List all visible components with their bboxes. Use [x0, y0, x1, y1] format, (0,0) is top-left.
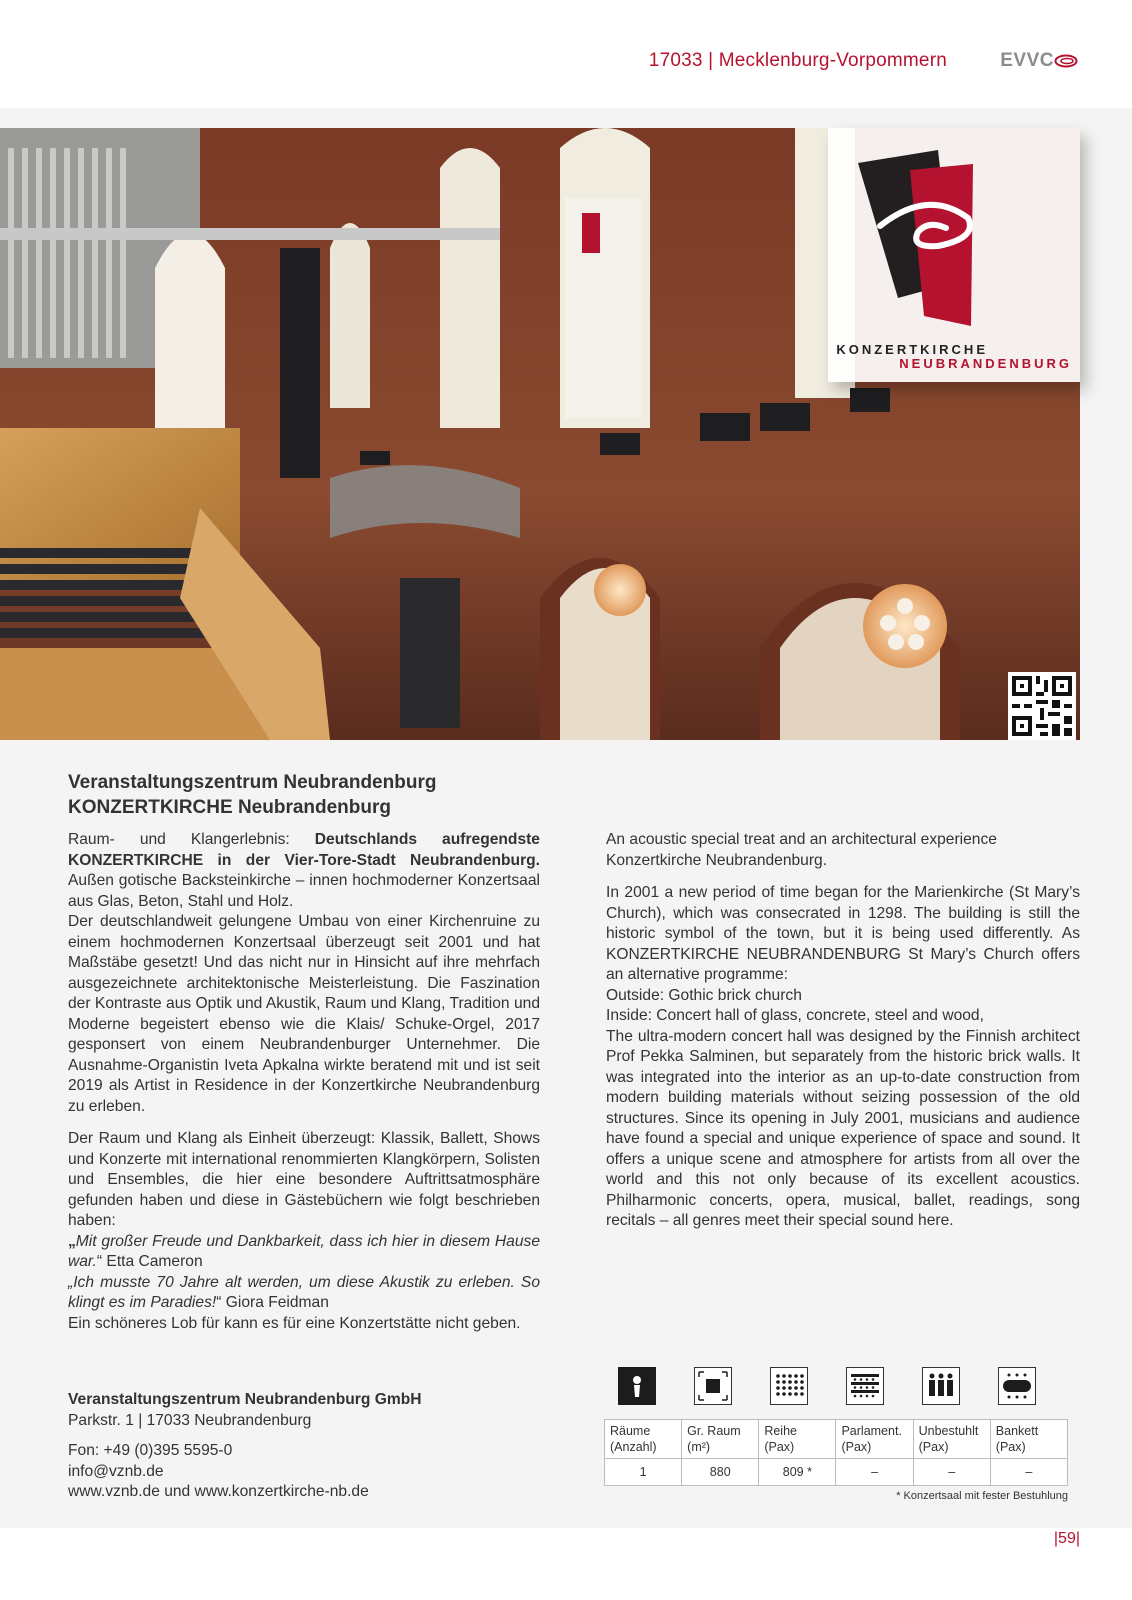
german-paragraph-1 — [68, 830, 540, 912]
page-header — [0, 0, 1132, 108]
evvc-swirl-icon — [1054, 54, 1078, 68]
english-paragraph-3: The ultra-modern concert hall was designed by the Finnish architect Prof Pekka Salminen, but separately from the historic brick walls. It was integrated into the interior as an up-to-date construction from modern building materials without seizing possession of the old structures. Since its opening in July 2001, musicians and audience have found a special and unique experience of space and sound. It offers a unique scene and atmosphere for artists from all over the world and this not only because of its excellent acoustics. Philharmonic concerts, opera, musical, ballet, readings, song recitals – all genres meet their special sound here. — [606, 1027, 1080, 1229]
value-parliament: – — [836, 1459, 913, 1486]
quote-2-text: „Ich musste 70 Jahre alt werden, um diese Akustik zu erleben. So klingt es im Paradies! — [68, 1273, 540, 1311]
german-text-column — [68, 830, 540, 1334]
capacity-table — [604, 1419, 1068, 1486]
english-paragraph-1: An acoustic special treat and an architectural experience Konzertkirche Neubrandenburg. — [606, 831, 997, 869]
logo-text-line2: NEUBRANDENBURG — [899, 356, 1072, 371]
header-rooms: Räume (Anzahl) — [605, 1420, 682, 1459]
title-line-1: Veranstaltungszentrum Neubrandenburg — [68, 772, 437, 793]
quote-2 — [68, 1273, 540, 1314]
qr-code-icon — [1008, 672, 1076, 740]
email-link[interactable]: info@vznb.de — [68, 1462, 164, 1480]
konzertkirche-logo-card — [828, 128, 1080, 382]
page-title — [68, 770, 548, 820]
english-text-column — [606, 830, 1080, 1232]
address: Parkstr. 1 | 17033 Neubrandenburg — [68, 1411, 312, 1429]
evvc-logo-text: EVVC — [1000, 50, 1054, 71]
quote-1-open: „ — [68, 1232, 76, 1250]
quote-1-text: Mit großer Freude und Dankbarkeit, dass ich hier in diesem Hause war. — [68, 1232, 540, 1270]
area-icon — [694, 1367, 732, 1405]
header-rows: Reihe (Pax) — [759, 1420, 836, 1459]
capacity-values-row — [605, 1459, 1068, 1486]
capacity-icons — [604, 1367, 1068, 1407]
header-standing: Unbestuhlt (Pax) — [913, 1420, 990, 1459]
header-parliament: Parlament. (Pax) — [836, 1420, 913, 1459]
parliament-seating-icon — [846, 1367, 884, 1405]
german-paragraph-2: Der deutschlandweit gelungene Umbau von einer Kirchenruine zu einem hochmodernen Konzertsaal überzeugt seit 2001 und hat Maßstäbe gesetzt! Und das nicht nur in Hinsicht auf ihre mehrfach ausgezeichnete architektonische Meisterleistung. Die Faszination der Kontraste aus Optik und Akustik, Raum und Klang, Tradition und Moderne begeistert ebenso wie die Klais/ Schuke-Orgel, 2017 gesponsert von einem Neubrandenburger Unternehmer. Die Ausnahme-Organistin Iveta Apkalna wirkte beratend mit und ist seit 2019 als Artist in Residence in der Konzertkirche Neubrandenburg zu erleben. — [68, 913, 540, 1115]
banquet-icon — [998, 1367, 1036, 1405]
capacity-header-row — [605, 1420, 1068, 1459]
logo-text-line1: KONZERTKIRCHE — [836, 342, 988, 357]
rooms-icon — [618, 1367, 656, 1405]
capacity-footnote: * Konzertsaal mit fester Bestuhlung — [896, 1490, 1068, 1502]
outside-line: Outside: Gothic brick church — [606, 986, 802, 1004]
value-rooms: 1 — [605, 1459, 682, 1486]
phone: Fon: +49 (0)395 5595-0 — [68, 1442, 233, 1459]
header-area: Gr. Raum (m²) — [682, 1420, 759, 1459]
title-line-2: KONZERTKIRCHE Neubrandenburg — [68, 797, 391, 818]
web-links[interactable]: www.vznb.de und www.konzertkirche-nb.de — [68, 1483, 369, 1500]
quote-2-author: “ Giora Feidman — [216, 1294, 329, 1311]
closing-sentence: Ein schöneres Lob für kann es für eine Konzertstätte nicht geben. — [68, 1314, 521, 1332]
inside-line: Inside: Concert hall of glass, concrete, steel and wood, — [606, 1007, 984, 1024]
value-rows: 809 * — [759, 1459, 836, 1486]
value-area: 880 — [682, 1459, 759, 1486]
p1-rest: Außen gotische Backsteinkirche – innen hochmoderner Konzertsaal aus Glas, Beton, Stahl und Holz. — [68, 872, 540, 910]
p1-intro: Raum- und Klangerlebnis: — [68, 831, 315, 848]
region-label: 17033 | Mecklenburg-Vorpommern — [648, 50, 947, 71]
value-standing: – — [913, 1459, 990, 1486]
contact-block — [68, 1390, 422, 1503]
value-banquet: – — [990, 1459, 1067, 1486]
company-name: Veranstaltungszentrum Neubrandenburg GmbH — [68, 1391, 422, 1408]
p1-bold: Deutschlands aufregendste KONZERTKIRCHE in der Vier-Tore-Stadt Neubrandenburg. — [68, 831, 540, 869]
header-banquet: Bankett (Pax) — [990, 1420, 1067, 1459]
rows-seating-icon — [770, 1367, 808, 1405]
german-paragraph-3: Der Raum und Klang als Einheit überzeugt: Klassik, Ballett, Shows und Konzerte mit international renommierten Klangkörpern, Solisten und Ensembles, die hier eine besondere Auftrittsatmosphäre gefunden haben und diese in Gästebüchern wie folgt beschrieben haben: — [68, 1130, 540, 1229]
konzertkirche-logo-icon — [828, 128, 1080, 328]
quote-1 — [68, 1232, 540, 1273]
quote-1-author: “ Etta Cameron — [96, 1253, 203, 1270]
page-number: |59| — [1053, 1530, 1080, 1547]
standing-icon — [922, 1367, 960, 1405]
english-paragraph-2: In 2001 a new period of time began for the Marienkirche (St Mary’s Church), which was consecrated in 1298. The building is still the historic symbol of the town, but it is being used differently. As KONZERTKIRCHE NEUBRANDENBURG St Mary’s Church offers an alternative programme: — [606, 884, 1080, 983]
